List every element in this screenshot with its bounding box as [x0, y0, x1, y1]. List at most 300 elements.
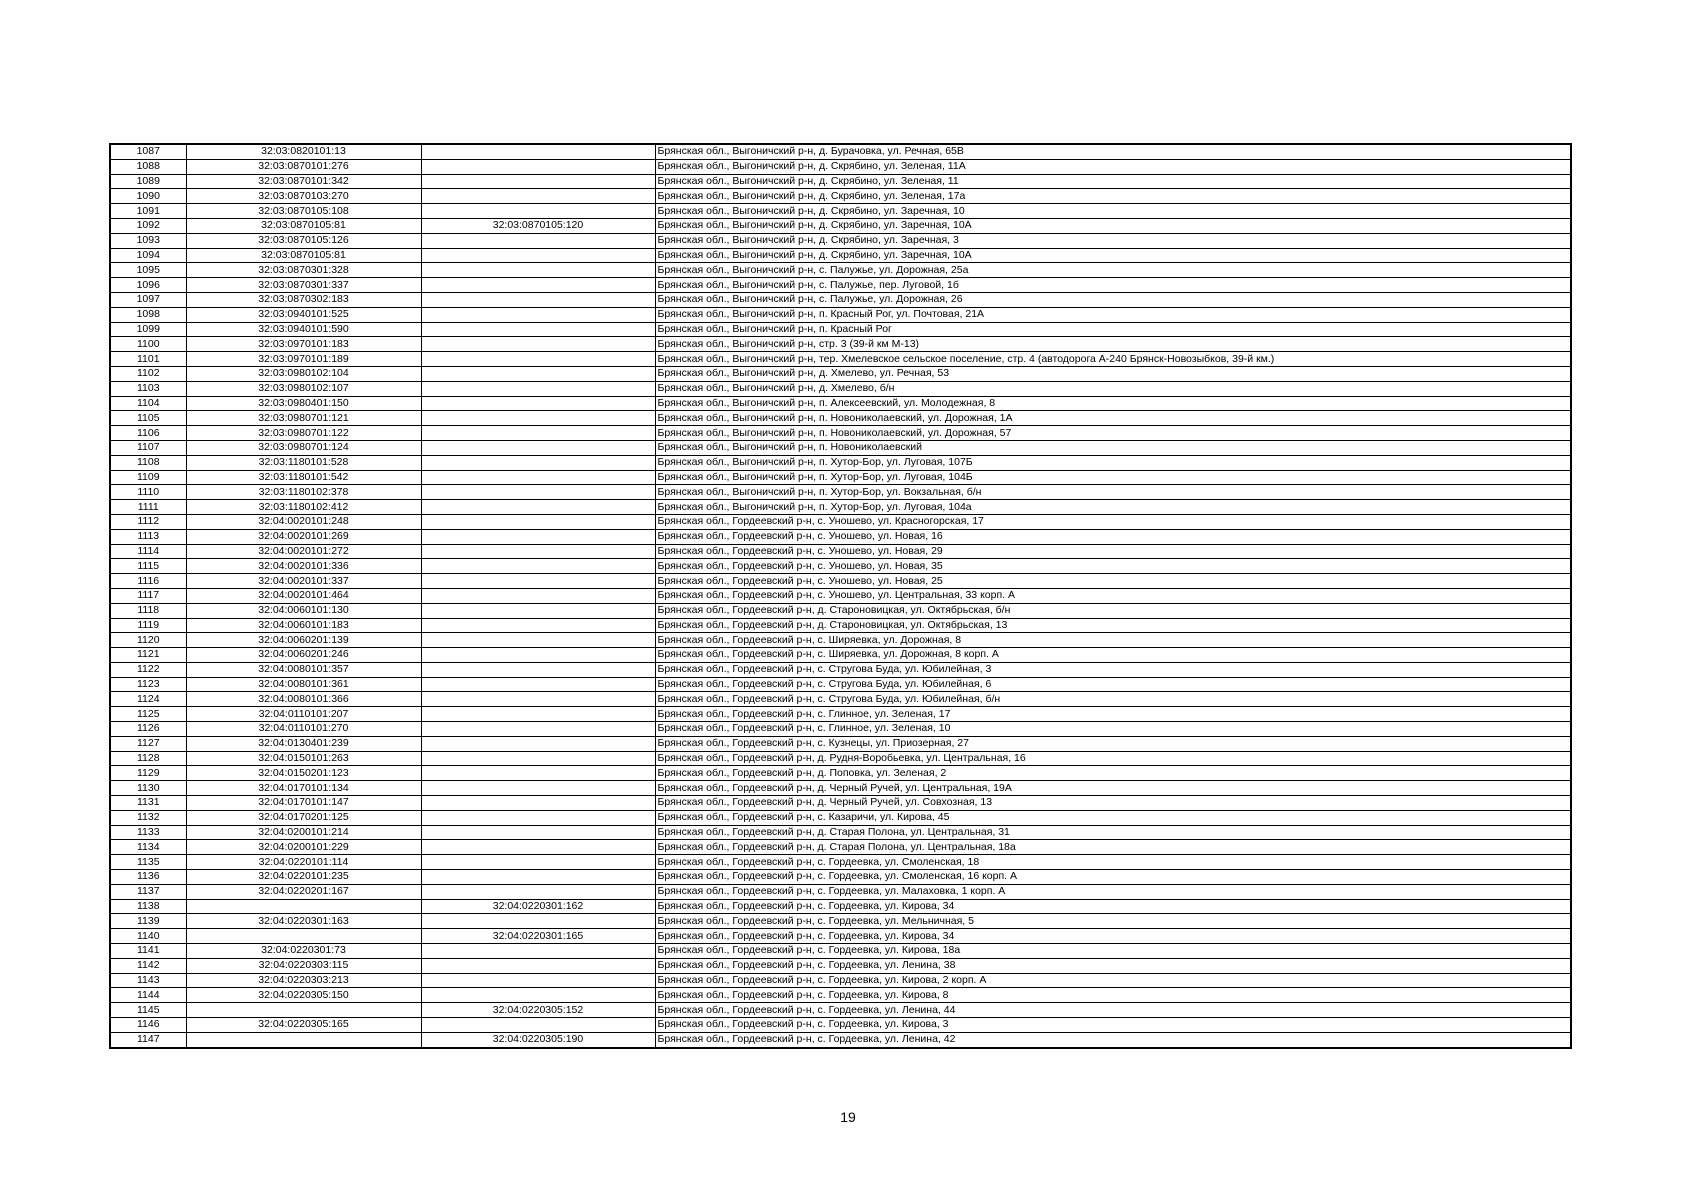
- address-cell: Брянская обл., Выгоничский р-н, д. Скрябино, ул. Заречная, 10: [655, 204, 1571, 219]
- address-cell: Брянская обл., Выгоничский р-н, п. Красный Рог, ул. Почтовая, 21А: [655, 307, 1571, 322]
- linked-cadastral-number-cell: [421, 337, 655, 352]
- row-number-cell: 1109: [110, 470, 186, 485]
- linked-cadastral-number-cell: [421, 233, 655, 248]
- linked-cadastral-number-cell: [421, 381, 655, 396]
- address-cell: Брянская обл., Гордеевский р-н, д. Черный Ручей, ул. Совхозная, 13: [655, 796, 1571, 811]
- cadastral-number-cell: 32:03:0870105:126: [186, 233, 421, 248]
- row-number-cell: 1139: [110, 914, 186, 929]
- address-cell: Брянская обл., Выгоничский р-н, п. Хутор-Бор, ул. Вокзальная, б/н: [655, 485, 1571, 500]
- table-row: [110, 204, 1571, 219]
- address-cell: Брянская обл., Гордеевский р-н, с. Гордеевка, ул. Ленина, 38: [655, 958, 1571, 973]
- linked-cadastral-number-cell: [421, 692, 655, 707]
- linked-cadastral-number-cell: [421, 440, 655, 455]
- property-registry-table: [109, 143, 1572, 1049]
- linked-cadastral-number-cell: [421, 810, 655, 825]
- linked-cadastral-number-cell: [421, 248, 655, 263]
- address-cell: Брянская обл., Гордеевский р-н, с. Уношево, ул. Новая, 29: [655, 544, 1571, 559]
- cadastral-number-cell: 32:04:0200101:229: [186, 840, 421, 855]
- cadastral-number-cell: 32:04:0220301:73: [186, 944, 421, 959]
- table-row: [110, 159, 1571, 174]
- cadastral-number-cell: 32:03:0980102:104: [186, 366, 421, 381]
- row-number-cell: 1097: [110, 292, 186, 307]
- row-number-cell: 1093: [110, 233, 186, 248]
- cadastral-number-cell: 32:03:0870101:342: [186, 174, 421, 189]
- table-row: [110, 603, 1571, 618]
- cadastral-number-cell: 32:03:0980701:121: [186, 411, 421, 426]
- table-row: [110, 485, 1571, 500]
- address-cell: Брянская обл., Гордеевский р-н, с. Гордеевка, ул. Ленина, 44: [655, 1003, 1571, 1018]
- linked-cadastral-number-cell: [421, 174, 655, 189]
- cadastral-number-cell: 32:03:0940101:525: [186, 307, 421, 322]
- cadastral-number-cell: 32:03:0870301:337: [186, 278, 421, 293]
- row-number-cell: 1105: [110, 411, 186, 426]
- linked-cadastral-number-cell: [421, 973, 655, 988]
- table-row: [110, 677, 1571, 692]
- cadastral-number-cell: 32:04:0060201:246: [186, 648, 421, 663]
- cadastral-number-cell: [186, 1032, 421, 1047]
- table-row: [110, 662, 1571, 677]
- linked-cadastral-number-cell: [421, 914, 655, 929]
- row-number-cell: 1104: [110, 396, 186, 411]
- cadastral-number-cell: 32:04:0220305:150: [186, 988, 421, 1003]
- linked-cadastral-number-cell: [421, 736, 655, 751]
- table-row: [110, 396, 1571, 411]
- cadastral-number-cell: 32:04:0150101:263: [186, 751, 421, 766]
- table-row: [110, 292, 1571, 307]
- linked-cadastral-number-cell: 32:04:0220305:190: [421, 1032, 655, 1047]
- cadastral-number-cell: 32:03:0980701:122: [186, 426, 421, 441]
- table-row: [110, 840, 1571, 855]
- linked-cadastral-number-cell: [421, 633, 655, 648]
- cadastral-number-cell: [186, 899, 421, 914]
- row-number-cell: 1117: [110, 588, 186, 603]
- row-number-cell: 1087: [110, 144, 186, 159]
- row-number-cell: 1112: [110, 514, 186, 529]
- row-number-cell: 1092: [110, 218, 186, 233]
- table-row: [110, 633, 1571, 648]
- address-cell: Брянская обл., Гордеевский р-н, с. Гордеевка, ул. Кирова, 34: [655, 899, 1571, 914]
- linked-cadastral-number-cell: [421, 944, 655, 959]
- table-row: [110, 1018, 1571, 1033]
- row-number-cell: 1131: [110, 796, 186, 811]
- address-cell: Брянская обл., Гордеевский р-н, с. Гордеевка, ул. Кирова, 2 корп. А: [655, 973, 1571, 988]
- address-cell: Брянская обл., Выгоничский р-н, д. Скрябино, ул. Зеленая, 11А: [655, 159, 1571, 174]
- table-row: [110, 470, 1571, 485]
- row-number-cell: 1116: [110, 574, 186, 589]
- table-row: [110, 233, 1571, 248]
- row-number-cell: 1125: [110, 707, 186, 722]
- linked-cadastral-number-cell: [421, 751, 655, 766]
- linked-cadastral-number-cell: [421, 514, 655, 529]
- address-cell: Брянская обл., Гордеевский р-н, с. Ширяевка, ул. Дорожная, 8 корп. А: [655, 648, 1571, 663]
- cadastral-number-cell: 32:03:0980701:124: [186, 440, 421, 455]
- linked-cadastral-number-cell: [421, 278, 655, 293]
- table-row: [110, 810, 1571, 825]
- linked-cadastral-number-cell: [421, 292, 655, 307]
- linked-cadastral-number-cell: [421, 411, 655, 426]
- linked-cadastral-number-cell: 32:04:0220301:165: [421, 929, 655, 944]
- row-number-cell: 1145: [110, 1003, 186, 1018]
- cadastral-number-cell: 32:04:0060201:139: [186, 633, 421, 648]
- cadastral-number-cell: 32:04:0200101:214: [186, 825, 421, 840]
- linked-cadastral-number-cell: [421, 722, 655, 737]
- address-cell: Брянская обл., Гордеевский р-н, с. Гордеевка, ул. Кирова, 18а: [655, 944, 1571, 959]
- address-cell: Брянская обл., Гордеевский р-н, с. Глинное, ул. Зеленая, 17: [655, 707, 1571, 722]
- address-cell: Брянская обл., Выгоничский р-н, д. Скрябино, ул. Зеленая, 11: [655, 174, 1571, 189]
- table-row: [110, 722, 1571, 737]
- table-row: [110, 988, 1571, 1003]
- table-row: [110, 751, 1571, 766]
- linked-cadastral-number-cell: [421, 500, 655, 515]
- linked-cadastral-number-cell: [421, 588, 655, 603]
- address-cell: Брянская обл., Выгоничский р-н, д. Скрябино, ул. Заречная, 10А: [655, 248, 1571, 263]
- table-row: [110, 648, 1571, 663]
- row-number-cell: 1133: [110, 825, 186, 840]
- address-cell: Брянская обл., Гордеевский р-н, с. Гордеевка, ул. Смоленская, 18: [655, 855, 1571, 870]
- cadastral-number-cell: 32:04:0060101:130: [186, 603, 421, 618]
- address-cell: Брянская обл., Гордеевский р-н, с. Гордеевка, ул. Кирова, 8: [655, 988, 1571, 1003]
- table-row: [110, 381, 1571, 396]
- address-cell: Брянская обл., Гордеевский р-н, с. Ширяевка, ул. Дорожная, 8: [655, 633, 1571, 648]
- cadastral-number-cell: [186, 929, 421, 944]
- table-row: [110, 1003, 1571, 1018]
- table-row: [110, 440, 1571, 455]
- table-row: [110, 455, 1571, 470]
- row-number-cell: 1100: [110, 337, 186, 352]
- table-row: [110, 529, 1571, 544]
- row-number-cell: 1095: [110, 263, 186, 278]
- address-cell: Брянская обл., Гордеевский р-н, д. Рудня-Воробьевка, ул. Центральная, 16: [655, 751, 1571, 766]
- cadastral-number-cell: 32:03:1180102:412: [186, 500, 421, 515]
- cadastral-number-cell: 32:04:0110101:207: [186, 707, 421, 722]
- row-number-cell: 1132: [110, 810, 186, 825]
- row-number-cell: 1122: [110, 662, 186, 677]
- table-row: [110, 1032, 1571, 1047]
- row-number-cell: 1118: [110, 603, 186, 618]
- cadastral-number-cell: [186, 1003, 421, 1018]
- linked-cadastral-number-cell: [421, 396, 655, 411]
- table-row: [110, 174, 1571, 189]
- cadastral-number-cell: 32:04:0220303:213: [186, 973, 421, 988]
- linked-cadastral-number-cell: [421, 352, 655, 367]
- table-row: [110, 144, 1571, 159]
- page-number: 19: [840, 1109, 856, 1125]
- cadastral-number-cell: 32:04:0220303:115: [186, 958, 421, 973]
- cadastral-number-cell: 32:04:0080101:357: [186, 662, 421, 677]
- table-row: [110, 736, 1571, 751]
- table-row: [110, 781, 1571, 796]
- address-cell: Брянская обл., Выгоничский р-н, п. Красный Рог: [655, 322, 1571, 337]
- table-row: [110, 618, 1571, 633]
- linked-cadastral-number-cell: [421, 870, 655, 885]
- table-row: [110, 352, 1571, 367]
- linked-cadastral-number-cell: [421, 825, 655, 840]
- table-row: [110, 796, 1571, 811]
- address-cell: Брянская обл., Гордеевский р-н, с. Глинное, ул. Зеленая, 10: [655, 722, 1571, 737]
- linked-cadastral-number-cell: [421, 426, 655, 441]
- table-row: [110, 426, 1571, 441]
- address-cell: Брянская обл., Гордеевский р-н, д. Староновицкая, ул. Октябрьская, 13: [655, 618, 1571, 633]
- table-row: [110, 366, 1571, 381]
- address-cell: Брянская обл., Выгоничский р-н, п. Новониколаевский, ул. Дорожная, 57: [655, 426, 1571, 441]
- cadastral-number-cell: 32:04:0020101:269: [186, 529, 421, 544]
- linked-cadastral-number-cell: [421, 263, 655, 278]
- cadastral-number-cell: 32:03:0870105:81: [186, 218, 421, 233]
- linked-cadastral-number-cell: [421, 707, 655, 722]
- address-cell: Брянская обл., Выгоничский р-н, тер. Хмелевское сельское поселение, стр. 4 (автодорога А-240 Брянск-Новозыбков, 39-й км.): [655, 352, 1571, 367]
- address-cell: Брянская обл., Выгоничский р-н, д. Скрябино, ул. Заречная, 3: [655, 233, 1571, 248]
- row-number-cell: 1107: [110, 440, 186, 455]
- row-number-cell: 1143: [110, 973, 186, 988]
- row-number-cell: 1136: [110, 870, 186, 885]
- table-row: [110, 278, 1571, 293]
- cadastral-number-cell: 32:04:0020101:272: [186, 544, 421, 559]
- row-number-cell: 1114: [110, 544, 186, 559]
- row-number-cell: 1120: [110, 633, 186, 648]
- linked-cadastral-number-cell: [421, 781, 655, 796]
- address-cell: Брянская обл., Гордеевский р-н, с. Гордеевка, ул. Мельничная, 5: [655, 914, 1571, 929]
- linked-cadastral-number-cell: [421, 662, 655, 677]
- table-row: [110, 914, 1571, 929]
- row-number-cell: 1113: [110, 529, 186, 544]
- row-number-cell: 1121: [110, 648, 186, 663]
- table-row: [110, 263, 1571, 278]
- row-number-cell: 1138: [110, 899, 186, 914]
- cadastral-number-cell: 32:03:0870302:183: [186, 292, 421, 307]
- linked-cadastral-number-cell: [421, 144, 655, 159]
- table-row: [110, 884, 1571, 899]
- linked-cadastral-number-cell: [421, 884, 655, 899]
- table-row: [110, 692, 1571, 707]
- row-number-cell: 1099: [110, 322, 186, 337]
- address-cell: Брянская обл., Выгоничский р-н, д. Хмелево, б/н: [655, 381, 1571, 396]
- table-row: [110, 899, 1571, 914]
- address-cell: Брянская обл., Выгоничский р-н, п. Хутор-Бор, ул. Луговая, 104а: [655, 500, 1571, 515]
- cadastral-number-cell: 32:04:0080101:361: [186, 677, 421, 692]
- address-cell: Брянская обл., Выгоничский р-н, с. Палужье, ул. Дорожная, 26: [655, 292, 1571, 307]
- cadastral-number-cell: 32:04:0170101:147: [186, 796, 421, 811]
- address-cell: Брянская обл., Выгоничский р-н, д. Хмелево, ул. Речная, 53: [655, 366, 1571, 381]
- linked-cadastral-number-cell: [421, 796, 655, 811]
- linked-cadastral-number-cell: [421, 855, 655, 870]
- linked-cadastral-number-cell: [421, 204, 655, 219]
- cadastral-number-cell: 32:04:0220101:235: [186, 870, 421, 885]
- row-number-cell: 1102: [110, 366, 186, 381]
- cadastral-number-cell: 32:04:0170101:134: [186, 781, 421, 796]
- address-cell: Брянская обл., Гордеевский р-н, с. Гордеевка, ул. Малаховка, 1 корп. А: [655, 884, 1571, 899]
- row-number-cell: 1129: [110, 766, 186, 781]
- cadastral-number-cell: 32:04:0220305:165: [186, 1018, 421, 1033]
- table-row: [110, 707, 1571, 722]
- cadastral-number-cell: 32:03:0940101:590: [186, 322, 421, 337]
- linked-cadastral-number-cell: [421, 455, 655, 470]
- cadastral-number-cell: 32:03:0970101:183: [186, 337, 421, 352]
- address-cell: Брянская обл., Выгоничский р-н, п. Хутор-Бор, ул. Луговая, 107Б: [655, 455, 1571, 470]
- linked-cadastral-number-cell: [421, 1018, 655, 1033]
- table-row: [110, 500, 1571, 515]
- row-number-cell: 1110: [110, 485, 186, 500]
- row-number-cell: 1091: [110, 204, 186, 219]
- table-row: [110, 544, 1571, 559]
- cadastral-number-cell: 32:03:0870101:276: [186, 159, 421, 174]
- address-cell: Брянская обл., Гордеевский р-н, д. Старая Полона, ул. Центральная, 18а: [655, 840, 1571, 855]
- cadastral-number-cell: 32:04:0130401:239: [186, 736, 421, 751]
- cadastral-number-cell: 32:03:0980401:150: [186, 396, 421, 411]
- linked-cadastral-number-cell: [421, 159, 655, 174]
- cadastral-number-cell: 32:04:0170201:125: [186, 810, 421, 825]
- row-number-cell: 1137: [110, 884, 186, 899]
- address-cell: Брянская обл., Выгоничский р-н, п. Алексеевский, ул. Молодежная, 8: [655, 396, 1571, 411]
- row-number-cell: 1147: [110, 1032, 186, 1047]
- linked-cadastral-number-cell: 32:04:0220305:152: [421, 1003, 655, 1018]
- row-number-cell: 1119: [110, 618, 186, 633]
- linked-cadastral-number-cell: [421, 574, 655, 589]
- table-row: [110, 766, 1571, 781]
- linked-cadastral-number-cell: [421, 485, 655, 500]
- registry-sheet: [109, 143, 1570, 1049]
- address-cell: Брянская обл., Гордеевский р-н, с. Стругова Буда, ул. Юбилейная, 3: [655, 662, 1571, 677]
- row-number-cell: 1090: [110, 189, 186, 204]
- row-number-cell: 1126: [110, 722, 186, 737]
- address-cell: Брянская обл., Гордеевский р-н, д. Черный Ручей, ул. Центральная, 19А: [655, 781, 1571, 796]
- linked-cadastral-number-cell: [421, 958, 655, 973]
- address-cell: Брянская обл., Гордеевский р-н, с. Гордеевка, ул. Кирова, 3: [655, 1018, 1571, 1033]
- linked-cadastral-number-cell: 32:04:0220301:162: [421, 899, 655, 914]
- table-row: [110, 588, 1571, 603]
- linked-cadastral-number-cell: [421, 840, 655, 855]
- linked-cadastral-number-cell: [421, 677, 655, 692]
- row-number-cell: 1128: [110, 751, 186, 766]
- cadastral-number-cell: 32:03:0970101:189: [186, 352, 421, 367]
- address-cell: Брянская обл., Гордеевский р-н, с. Гордеевка, ул. Смоленская, 16 корп. А: [655, 870, 1571, 885]
- linked-cadastral-number-cell: [421, 470, 655, 485]
- row-number-cell: 1096: [110, 278, 186, 293]
- cadastral-number-cell: 32:03:1180102:378: [186, 485, 421, 500]
- cadastral-number-cell: 32:04:0060101:183: [186, 618, 421, 633]
- address-cell: Брянская обл., Выгоничский р-н, д. Скрябино, ул. Заречная, 10А: [655, 218, 1571, 233]
- table-row: [110, 944, 1571, 959]
- address-cell: Брянская обл., Гордеевский р-н, с. Гордеевка, ул. Ленина, 42: [655, 1032, 1571, 1047]
- table-row: [110, 248, 1571, 263]
- address-cell: Брянская обл., Гордеевский р-н, с. Уношево, ул. Новая, 35: [655, 559, 1571, 574]
- row-number-cell: 1103: [110, 381, 186, 396]
- address-cell: Брянская обл., Гордеевский р-н, с. Казаричи, ул. Кирова, 45: [655, 810, 1571, 825]
- row-number-cell: 1141: [110, 944, 186, 959]
- row-number-cell: 1127: [110, 736, 186, 751]
- table-row: [110, 574, 1571, 589]
- address-cell: Брянская обл., Выгоничский р-н, с. Палужье, ул. Дорожная, 25а: [655, 263, 1571, 278]
- cadastral-number-cell: 32:03:0980102:107: [186, 381, 421, 396]
- row-number-cell: 1094: [110, 248, 186, 263]
- table-row: [110, 855, 1571, 870]
- row-number-cell: 1106: [110, 426, 186, 441]
- linked-cadastral-number-cell: [421, 544, 655, 559]
- linked-cadastral-number-cell: [421, 189, 655, 204]
- row-number-cell: 1111: [110, 500, 186, 515]
- address-cell: Брянская обл., Гордеевский р-н, с. Гордеевка, ул. Кирова, 34: [655, 929, 1571, 944]
- row-number-cell: 1098: [110, 307, 186, 322]
- address-cell: Брянская обл., Гордеевский р-н, с. Стругова Буда, ул. Юбилейная, 6: [655, 677, 1571, 692]
- row-number-cell: 1115: [110, 559, 186, 574]
- table-row: [110, 870, 1571, 885]
- address-cell: Брянская обл., Гордеевский р-н, с. Кузнецы, ул. Приозерная, 27: [655, 736, 1571, 751]
- cadastral-number-cell: 32:04:0020101:464: [186, 588, 421, 603]
- linked-cadastral-number-cell: [421, 529, 655, 544]
- table-row: [110, 411, 1571, 426]
- row-number-cell: 1135: [110, 855, 186, 870]
- row-number-cell: 1089: [110, 174, 186, 189]
- table-row: [110, 825, 1571, 840]
- cadastral-number-cell: 32:04:0020101:336: [186, 559, 421, 574]
- table-row: [110, 559, 1571, 574]
- cadastral-number-cell: 32:03:1180101:528: [186, 455, 421, 470]
- address-cell: Брянская обл., Гордеевский р-н, д. Старая Полона, ул. Центральная, 31: [655, 825, 1571, 840]
- address-cell: Брянская обл., Выгоничский р-н, п. Хутор-Бор, ул. Луговая, 104Б: [655, 470, 1571, 485]
- address-cell: Брянская обл., Выгоничский р-н, стр. 3 (39-й км М-13): [655, 337, 1571, 352]
- table-row: [110, 514, 1571, 529]
- table-row: [110, 973, 1571, 988]
- row-number-cell: 1123: [110, 677, 186, 692]
- linked-cadastral-number-cell: [421, 307, 655, 322]
- cadastral-number-cell: 32:03:0870301:328: [186, 263, 421, 278]
- cadastral-number-cell: 32:04:0110101:270: [186, 722, 421, 737]
- row-number-cell: 1101: [110, 352, 186, 367]
- cadastral-number-cell: 32:04:0150201:123: [186, 766, 421, 781]
- table-row: [110, 189, 1571, 204]
- address-cell: Брянская обл., Гордеевский р-н, д. Староновицкая, ул. Октябрьская, б/н: [655, 603, 1571, 618]
- row-number-cell: 1134: [110, 840, 186, 855]
- cadastral-number-cell: 32:03:0870105:108: [186, 204, 421, 219]
- row-number-cell: 1144: [110, 988, 186, 1003]
- address-cell: Брянская обл., Гордеевский р-н, с. Уношево, ул. Новая, 25: [655, 574, 1571, 589]
- cadastral-number-cell: 32:04:0020101:337: [186, 574, 421, 589]
- linked-cadastral-number-cell: [421, 988, 655, 1003]
- cadastral-number-cell: 32:03:0820101:13: [186, 144, 421, 159]
- address-cell: Брянская обл., Выгоничский р-н, п. Новониколаевский, ул. Дорожная, 1А: [655, 411, 1571, 426]
- address-cell: Брянская обл., Гордеевский р-н, д. Поповка, ул. Зеленая, 2: [655, 766, 1571, 781]
- table-row: [110, 337, 1571, 352]
- row-number-cell: 1124: [110, 692, 186, 707]
- linked-cadastral-number-cell: [421, 559, 655, 574]
- table-row: [110, 958, 1571, 973]
- row-number-cell: 1146: [110, 1018, 186, 1033]
- row-number-cell: 1108: [110, 455, 186, 470]
- address-cell: Брянская обл., Выгоничский р-н, с. Палужье, пер. Луговой, 1б: [655, 278, 1571, 293]
- registry-table-body: [110, 144, 1571, 1048]
- row-number-cell: 1088: [110, 159, 186, 174]
- table-row: [110, 307, 1571, 322]
- row-number-cell: 1130: [110, 781, 186, 796]
- cadastral-number-cell: 32:03:0870103:270: [186, 189, 421, 204]
- cadastral-number-cell: 32:04:0220301:163: [186, 914, 421, 929]
- cadastral-number-cell: 32:03:1180101:542: [186, 470, 421, 485]
- address-cell: Брянская обл., Гордеевский р-н, с. Стругова Буда, ул. Юбилейная, б/н: [655, 692, 1571, 707]
- cadastral-number-cell: 32:04:0220201:167: [186, 884, 421, 899]
- row-number-cell: 1142: [110, 958, 186, 973]
- table-row: [110, 322, 1571, 337]
- table-row: [110, 218, 1571, 233]
- linked-cadastral-number-cell: [421, 766, 655, 781]
- linked-cadastral-number-cell: [421, 603, 655, 618]
- cadastral-number-cell: 32:04:0220101:114: [186, 855, 421, 870]
- address-cell: Брянская обл., Выгоничский р-н, д. Скрябино, ул. Зеленая, 17а: [655, 189, 1571, 204]
- table-row: [110, 929, 1571, 944]
- linked-cadastral-number-cell: [421, 618, 655, 633]
- address-cell: Брянская обл., Выгоничский р-н, д. Бурачовка, ул. Речная, 65В: [655, 144, 1571, 159]
- row-number-cell: 1140: [110, 929, 186, 944]
- address-cell: Брянская обл., Гордеевский р-н, с. Уношево, ул. Красногорская, 17: [655, 514, 1571, 529]
- address-cell: Брянская обл., Выгоничский р-н, п. Новониколаевский: [655, 440, 1571, 455]
